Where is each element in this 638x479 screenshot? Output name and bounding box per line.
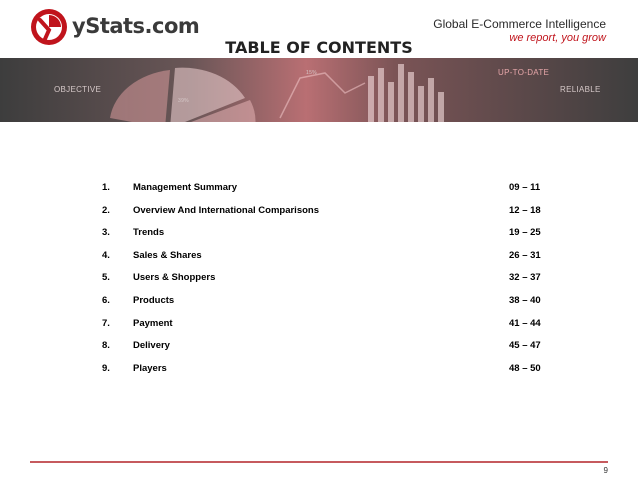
toc-row[interactable] — [102, 272, 542, 295]
toc-title: Payment — [133, 317, 173, 329]
toc-row[interactable] — [102, 250, 542, 273]
toc-title: Sales & Shares — [133, 249, 202, 261]
toc-title: Users & Shoppers — [133, 272, 216, 284]
toc-pages: 45 – 47 — [509, 340, 541, 352]
page-number: 9 — [603, 466, 608, 475]
toc-number: 6. — [102, 294, 110, 306]
toc-row[interactable] — [102, 295, 542, 318]
toc-title: Management Summary — [133, 182, 238, 193]
toc-title: Overview And International Comparisons — [133, 204, 319, 216]
tagline-main: Global E-Commerce Intelligence — [433, 17, 606, 31]
toc-row[interactable] — [102, 182, 542, 205]
page-title: TABLE OF CONTENTS — [225, 38, 413, 57]
toc-pages: 26 – 31 — [509, 249, 541, 261]
banner-label-up-to-date: UP-TO-DATE — [498, 68, 550, 77]
toc-pages: 41 – 44 — [509, 317, 541, 329]
toc-number: 5. — [102, 272, 110, 284]
toc-number: 4. — [102, 249, 110, 261]
header-banner — [0, 58, 638, 122]
brand-name: yStats.com — [72, 14, 200, 38]
toc-number: 8. — [102, 340, 110, 352]
toc-pages: 09 – 11 — [509, 182, 541, 193]
toc-row[interactable] — [102, 363, 542, 386]
toc-pages: 38 – 40 — [509, 294, 541, 306]
toc-pages: 19 – 25 — [509, 227, 541, 239]
toc-pages: 32 – 37 — [509, 272, 541, 284]
toc-pages: 12 – 18 — [509, 204, 541, 216]
toc-title: Products — [133, 294, 175, 306]
toc-row[interactable] — [102, 205, 542, 228]
toc-title: Players — [133, 362, 167, 374]
toc-row[interactable] — [102, 318, 542, 341]
footer-divider — [30, 461, 608, 463]
toc-title: Trends — [133, 227, 165, 239]
toc-row[interactable] — [102, 340, 542, 363]
toc-pages: 48 – 50 — [509, 362, 541, 374]
toc-number: 7. — [102, 317, 110, 329]
banner-pie-label-39: 39% — [178, 98, 189, 104]
banner-pie-label-15: 15% — [306, 70, 317, 76]
banner-label-reliable: RELIABLE — [560, 85, 601, 94]
toc-number: 1. — [102, 182, 110, 193]
banner-label-objective: OBJECTIVE — [54, 85, 102, 94]
toc-number: 3. — [102, 227, 110, 239]
toc-number: 2. — [102, 204, 110, 216]
tagline-sub: we report, you grow — [509, 32, 606, 44]
toc-number: 9. — [102, 362, 110, 374]
table-of-contents — [102, 182, 542, 385]
toc-title: Delivery — [133, 340, 170, 352]
toc-row[interactable] — [102, 227, 542, 250]
